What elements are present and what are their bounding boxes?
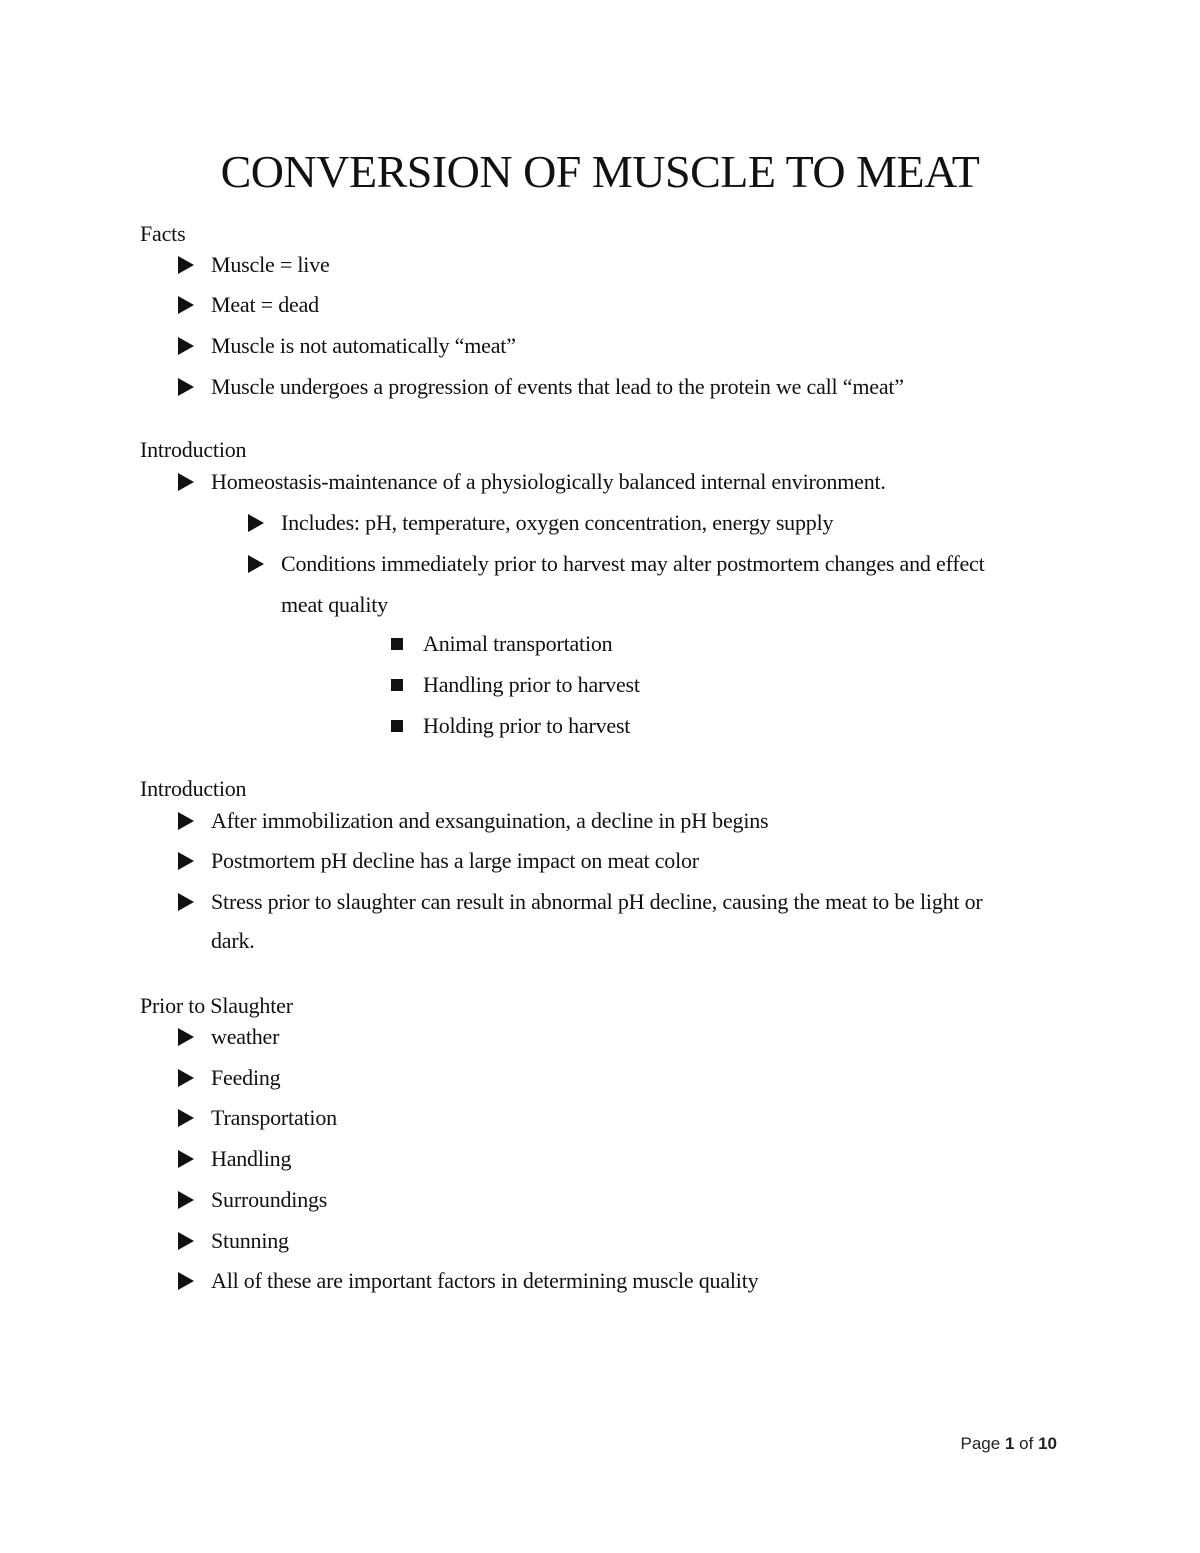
- triangle-bullet-icon: [178, 1028, 194, 1046]
- triangle-bullet-icon: [178, 256, 194, 274]
- triangle-bullet-icon: [178, 893, 194, 911]
- page-number: [961, 1431, 1057, 1457]
- section-heading-prior-to-slaughter: Prior to Slaughter: [140, 993, 293, 1018]
- list-item-text: Stress prior to slaughter can result in abnormal pH decline, causing the meat to be light or: [211, 889, 983, 914]
- triangle-bullet-icon: [178, 1191, 194, 1209]
- square-bullet-icon: [391, 679, 403, 691]
- square-bullet-icon: [391, 720, 403, 732]
- list-item-text: Surroundings: [211, 1187, 328, 1212]
- section-heading-facts: Facts: [140, 221, 186, 246]
- current-page: 1: [1004, 1434, 1015, 1453]
- list-item-text: Meat = dead: [211, 292, 319, 317]
- triangle-bullet-icon: [178, 1109, 194, 1127]
- total-pages: 10: [1038, 1434, 1057, 1453]
- list-item-text: Muscle is not automatically “meat”: [211, 333, 516, 358]
- triangle-bullet-icon: [178, 296, 194, 314]
- section-heading-introduction: Introduction: [140, 437, 247, 462]
- triangle-bullet-icon: [178, 1069, 194, 1087]
- list-item-text: All of these are important factors in determining muscle quality: [211, 1268, 759, 1293]
- triangle-bullet-icon: [178, 473, 194, 491]
- triangle-bullet-icon: [178, 1272, 194, 1290]
- list-item-text: Transportation: [211, 1105, 337, 1130]
- triangle-bullet-icon: [178, 337, 194, 355]
- list-item-text: Postmortem pH decline has a large impact on meat color: [211, 848, 699, 873]
- sub-list-item-text: Includes: pH, temperature, oxygen concentration, energy supply: [281, 510, 834, 535]
- square-bullet-icon: [391, 638, 403, 650]
- list-item-text: Muscle = live: [211, 252, 330, 277]
- triangle-bullet-icon: [178, 812, 194, 830]
- list-item-text: Feeding: [211, 1065, 281, 1090]
- triangle-bullet-icon: [178, 852, 194, 870]
- sub-list-item-continuation: meat quality: [281, 592, 388, 617]
- list-item-text: Stunning: [211, 1228, 289, 1253]
- list-item-text: After immobilization and exsanguination, a decline in pH begins: [211, 808, 769, 833]
- sub-sub-list-item-text: Handling prior to harvest: [423, 672, 640, 697]
- triangle-bullet-icon: [178, 378, 194, 396]
- of-label: of: [1019, 1434, 1034, 1453]
- triangle-bullet-icon: [248, 555, 264, 573]
- triangle-bullet-icon: [178, 1150, 194, 1168]
- sub-sub-list-item-text: Holding prior to harvest: [423, 713, 631, 738]
- list-item-continuation: dark.: [211, 928, 255, 953]
- triangle-bullet-icon: [178, 1232, 194, 1250]
- document-title: CONVERSION OF MUSCLE TO MEAT: [220, 146, 980, 197]
- sub-list-item-text: Conditions immediately prior to harvest may alter postmortem changes and effect: [281, 551, 985, 576]
- page-label: Page: [960, 1434, 1001, 1453]
- triangle-bullet-icon: [248, 514, 264, 532]
- section-heading-introduction: Introduction: [140, 776, 247, 801]
- list-item-text: Homeostasis-maintenance of a physiologically balanced internal environment.: [211, 469, 886, 494]
- list-item-text: Handling: [211, 1146, 292, 1171]
- list-item-text: Muscle undergoes a progression of events that lead to the protein we call “meat”: [211, 374, 904, 399]
- list-item-text: weather: [211, 1024, 280, 1049]
- sub-sub-list-item-text: Animal transportation: [423, 631, 613, 656]
